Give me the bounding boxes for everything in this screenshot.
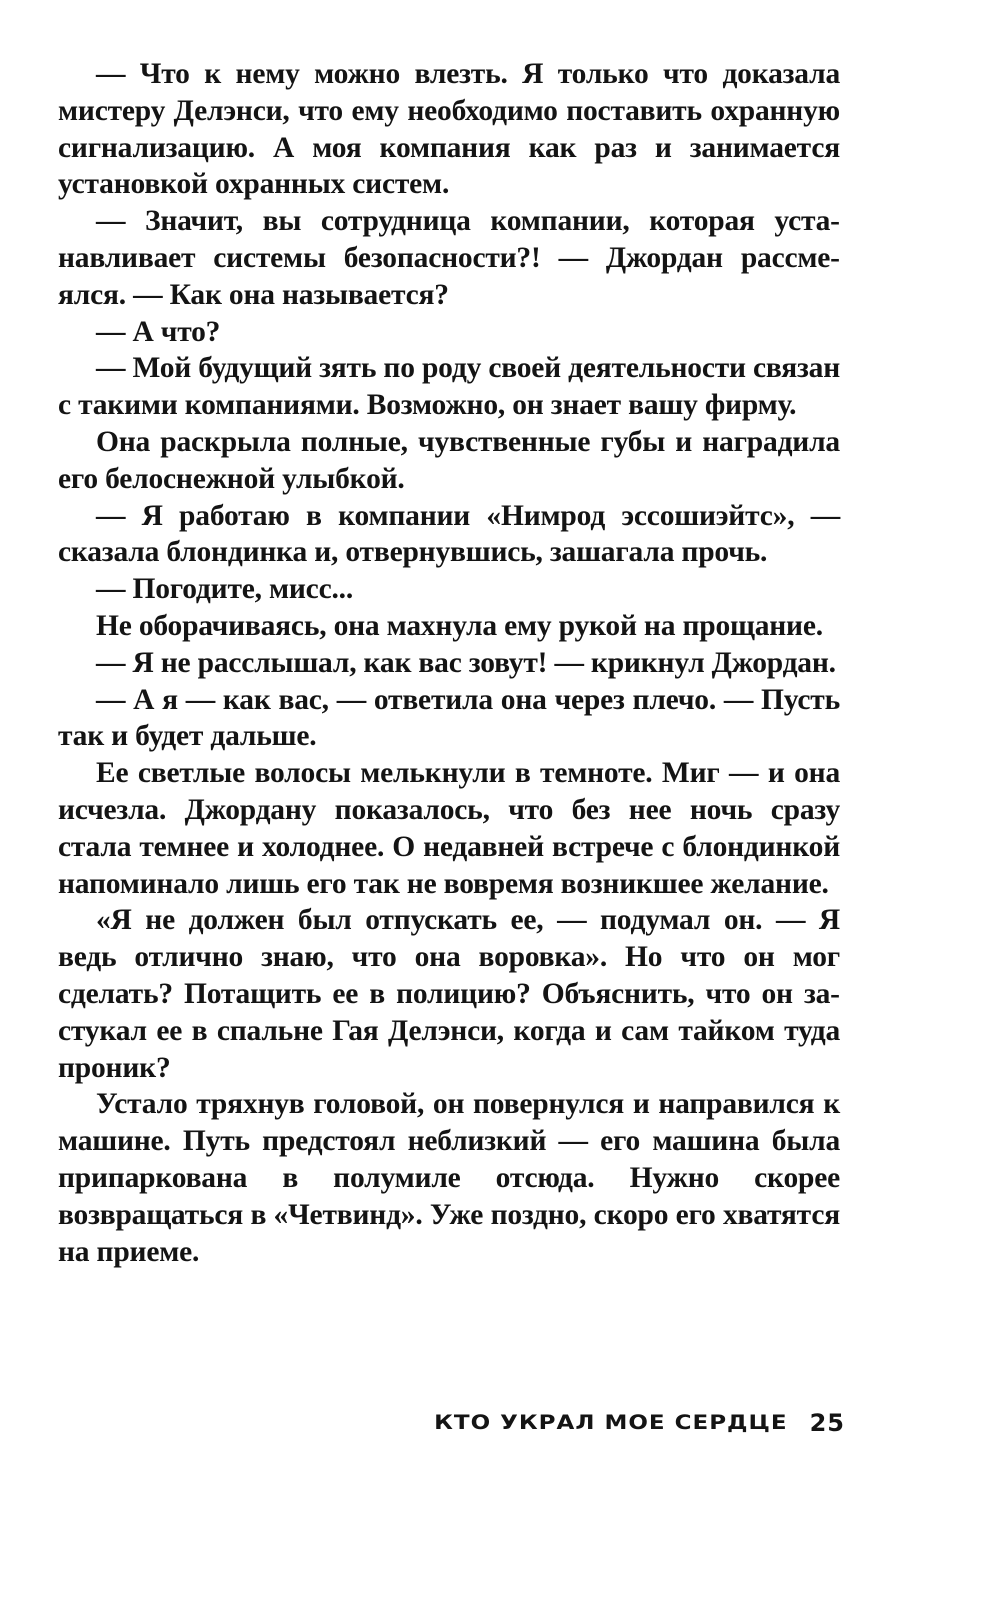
paragraph: Устало тряхнув головой, он повернулся и направился к машине. Путь предстоял неблизкий — его машина была припаркована в полумиле отсюда. Нужно скорее возвращаться в «Четвинд». Уже поздно, скоро его хватятся на приеме. [58, 1088, 840, 1268]
paragraph: — А что? [96, 315, 221, 348]
paragraph: Ее светлые волосы мелькнули в темноте. Миг — и она исчезла. Джордану показалось, что без нее ночь сразу стала темнее и холоднее. О недавней встрече с блондинкой напоминало лишь его так не вовремя возникшее желание. [58, 757, 840, 900]
paragraph: — Погодите, мисс... [96, 573, 353, 606]
page-number: 25 [809, 1409, 845, 1437]
paragraph: — Мой будущий зять по роду своей деятельности связан с такими компаниями. Возможно, он знает вашу фирму. [58, 352, 840, 422]
paragraph: — Значит, вы сотрудница компании, которая устанавливает системы безопасности?! — Джордан рассмеялся. — Как она называется? [58, 205, 840, 311]
paragraph: — Что к нему можно влезть. Я только что доказала мистеру Делэнси, что ему необходимо поставить охранную сигнализацию. А моя компания как раз и занимается установкой охранных систем. [58, 58, 840, 201]
paragraph: Не оборачиваясь, она махнула ему рукой на прощание. [96, 609, 823, 642]
paragraph: — Я не расслышал, как вас зовут! — крикнул Джордан. [96, 646, 836, 679]
paragraph: — А я — как вас, — ответила она через плечо. — Пусть так и будет дальше. [58, 683, 840, 753]
paragraph: — Я работаю в компании «Нимрод эссошиэйтс», — сказала блондинка и, отвернувшись, зашагала прочь. [58, 499, 840, 569]
running-title: КТО УКРАЛ МОЕ СЕРДЦЕ [434, 1411, 788, 1435]
page-footer [405, 1406, 845, 1440]
body-text [58, 56, 840, 1270]
paragraph: Она раскрыла полные, чувственные губы и наградила его белоснежной улыбкой. [58, 425, 840, 495]
paragraph: «Я не должен был отпускать ее, — подумал он. — Я ведь отлично знаю, что она воровка». Но что он мог сделать? Потащить ее в полицию? Объяснить, что он застукал ее в спальне Гая Делэнси, когда и сам тайком туда проник? [58, 904, 840, 1084]
